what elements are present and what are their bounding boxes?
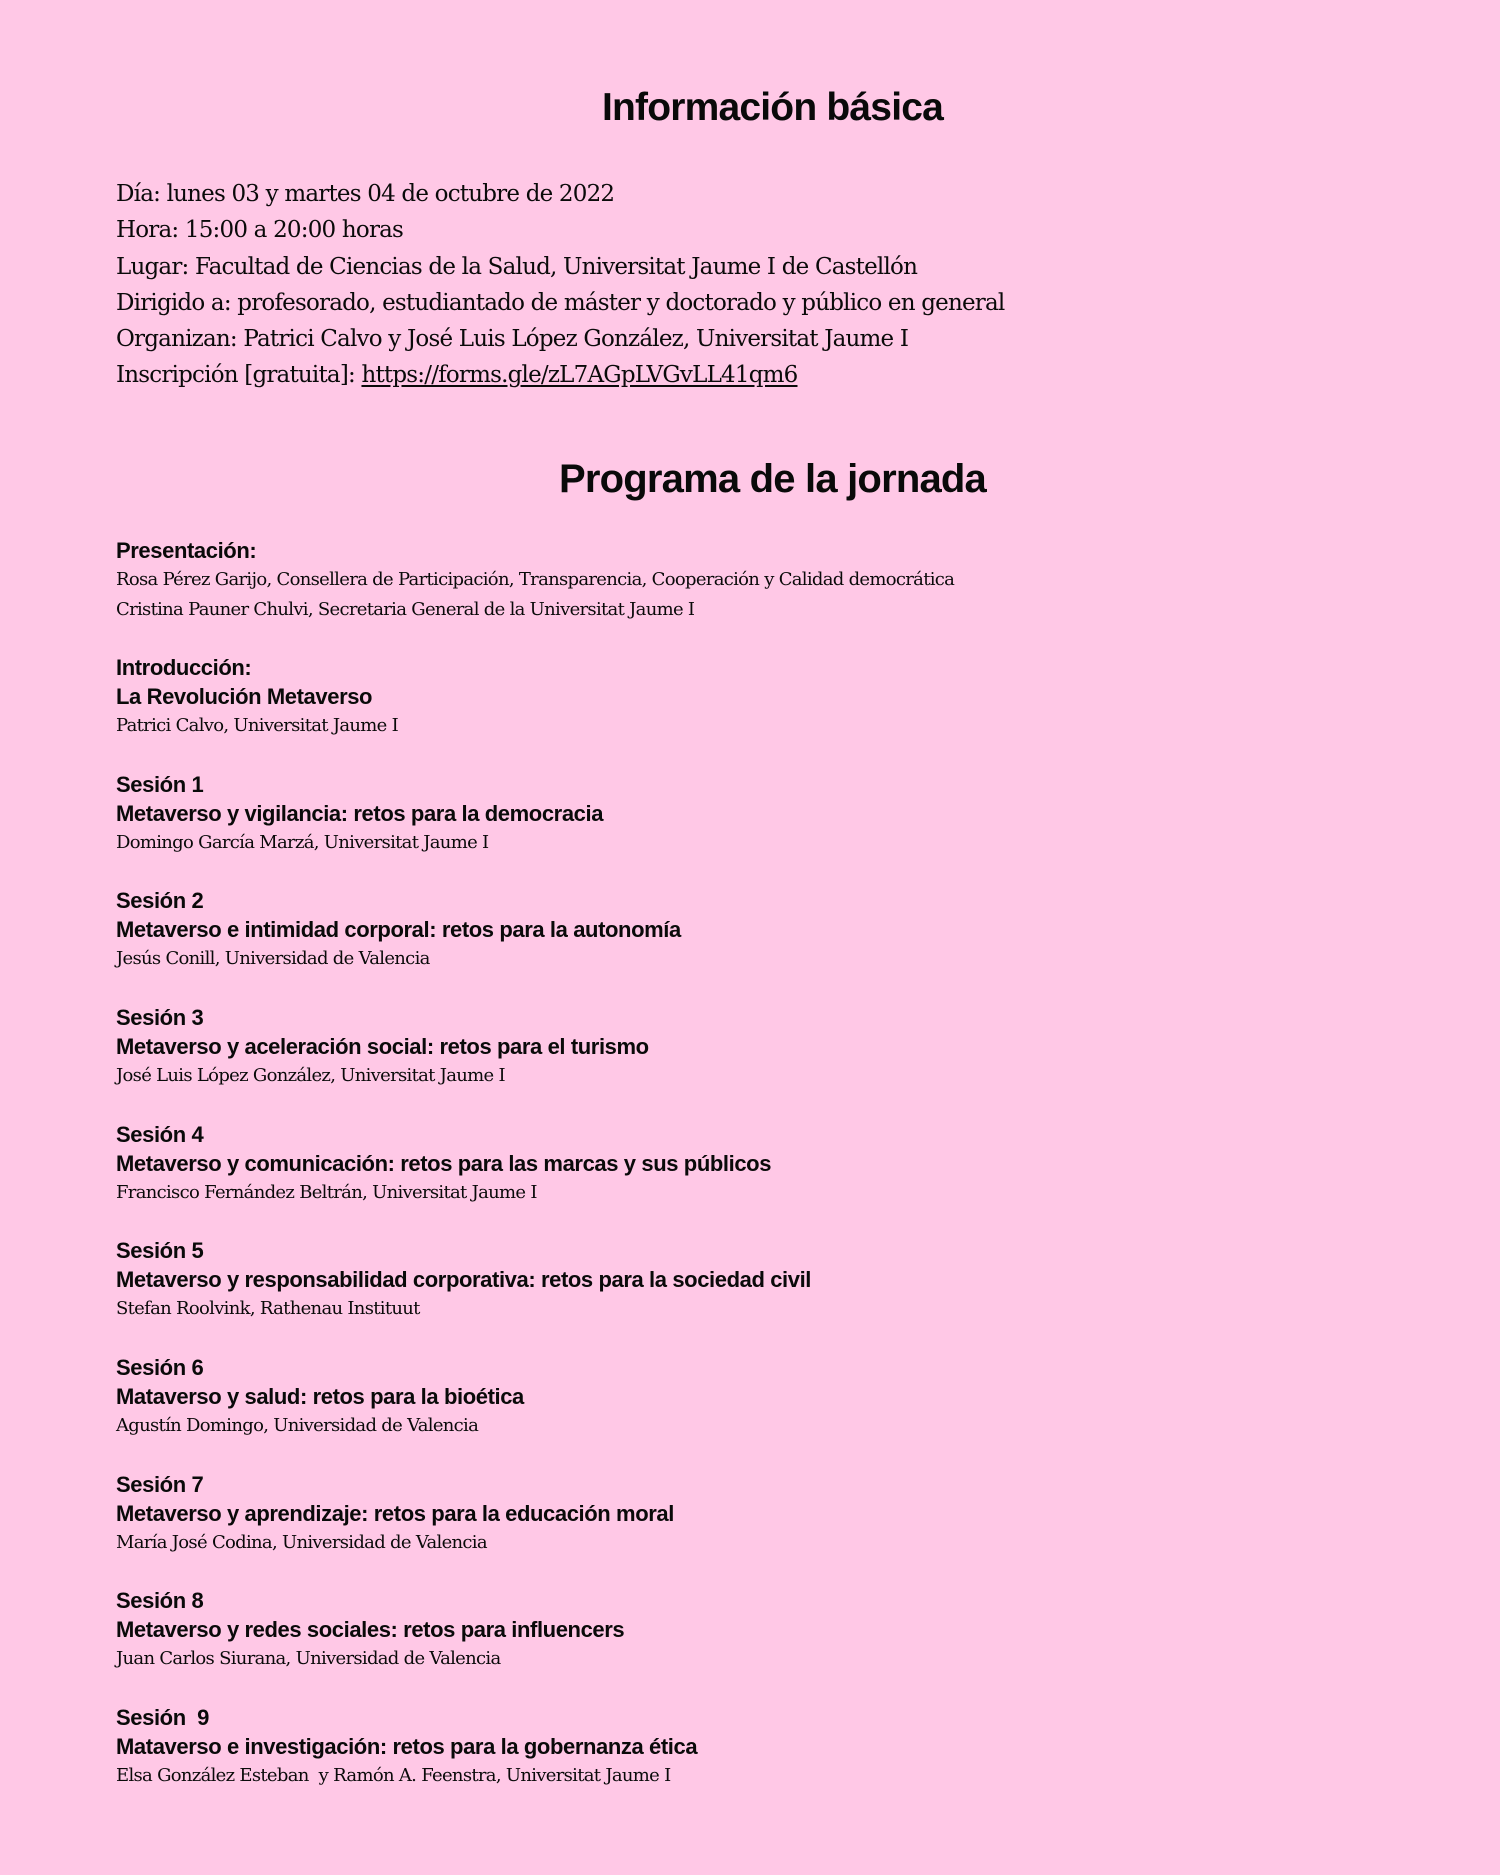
info-date: Día: lunes 03 y martes 04 de octubre de 2022: [116, 181, 615, 207]
session-3-block: [116, 1003, 1416, 1091]
session-9-block: [116, 1703, 1416, 1791]
basic-info-heading: Información básica: [601, 86, 944, 129]
session-title: Metaverso y comunicación: retos para las marcas y sus públicos: [116, 1151, 772, 1176]
session-4-block: [116, 1120, 1416, 1208]
info-audience: Dirigido a: profesorado, estudiantado de máster y doctorado y público en general: [116, 289, 1005, 316]
info-location: Lugar: Facultad de Ciencias de la Salud, Universitat Jaume I de Castellón: [116, 253, 918, 280]
session-speaker: Jesús Conill, Universidad de Valencia: [116, 948, 430, 969]
session-label: Sesión 2: [116, 888, 204, 913]
introduction-speaker: Patrici Calvo, Universitat Jaume I: [116, 715, 399, 736]
introduction-block: [116, 653, 1416, 741]
basic-info-list: [116, 176, 1416, 394]
session-speaker: Juan Carlos Siurana, Universidad de Valencia: [116, 1648, 501, 1669]
introduction-label: Introducción:: [116, 655, 252, 680]
session-8-block: [116, 1586, 1416, 1674]
presentation-speaker: Rosa Pérez Garijo, Consellera de Participación, Transparencia, Cooperación y Calidad democrática: [116, 569, 955, 590]
session-7-block: [116, 1470, 1416, 1558]
registration-label: Inscripción [gratuita]:: [116, 362, 362, 389]
session-label: Sesión 4: [116, 1122, 204, 1147]
presentation-label: Presentación:: [116, 538, 257, 563]
info-registration: [116, 357, 1416, 393]
presentation-speaker: Cristina Pauner Chulvi, Secretaria General de la Universitat Jaume I: [116, 599, 695, 620]
session-speaker: Agustín Domingo, Universidad de Valencia: [116, 1415, 479, 1436]
session-5-block: [116, 1236, 1416, 1324]
session-title: Metaverso y aceleración social: retos para el turismo: [116, 1034, 649, 1059]
presentation-block: [116, 536, 1416, 625]
session-title: Metaverso y responsabilidad corporativa: retos para la sociedad civil: [116, 1267, 812, 1292]
session-1-block: [116, 770, 1416, 858]
info-time: Hora: 15:00 a 20:00 horas: [116, 217, 404, 244]
introduction-title: La Revolución Metaverso: [116, 684, 373, 709]
program-heading: Programa de la jornada: [559, 457, 986, 501]
session-speaker: Domingo García Marzá, Universitat Jaume I: [116, 832, 489, 853]
session-title: Mataverso y salud: retos para la bioética: [116, 1384, 524, 1409]
session-speaker: Stefan Roolvink, Rathenau Instituut: [116, 1298, 420, 1319]
session-title: Metaverso y vigilancia: retos para la democracia: [116, 801, 604, 826]
session-label: Sesión 8: [116, 1588, 204, 1613]
session-speaker: María José Codina, Universidad de Valencia: [116, 1532, 487, 1553]
session-speaker: Elsa González Esteban y Ramón A. Feenstra, Universitat Jaume I: [116, 1765, 671, 1786]
session-label: Sesión 5: [116, 1238, 204, 1263]
registration-link[interactable]: https://forms.gle/zL7AGpLVGvLL41qm6: [361, 362, 798, 389]
session-label: Sesión 7: [116, 1472, 204, 1497]
session-title: Metaverso y aprendizaje: retos para la educación moral: [116, 1501, 674, 1526]
session-label: Sesión 9: [116, 1705, 209, 1730]
session-label: Sesión 6: [116, 1355, 204, 1380]
session-label: Sesión 1: [116, 772, 204, 797]
session-2-block: [116, 886, 1416, 974]
session-label: Sesión 3: [116, 1005, 204, 1030]
info-organizers: Organizan: Patrici Calvo y José Luis López González, Universitat Jaume I: [116, 326, 909, 353]
session-title: Metaverso e intimidad corporal: retos para la autonomía: [116, 917, 681, 942]
session-6-block: [116, 1353, 1416, 1441]
session-title: Mataverso e investigación: retos para la gobernanza ética: [116, 1734, 698, 1759]
session-title: Metaverso y redes sociales: retos para influencers: [116, 1617, 625, 1642]
session-speaker: Francisco Fernández Beltrán, Universitat Jaume I: [116, 1182, 537, 1203]
session-speaker: José Luis López González, Universitat Jaume I: [116, 1065, 505, 1086]
